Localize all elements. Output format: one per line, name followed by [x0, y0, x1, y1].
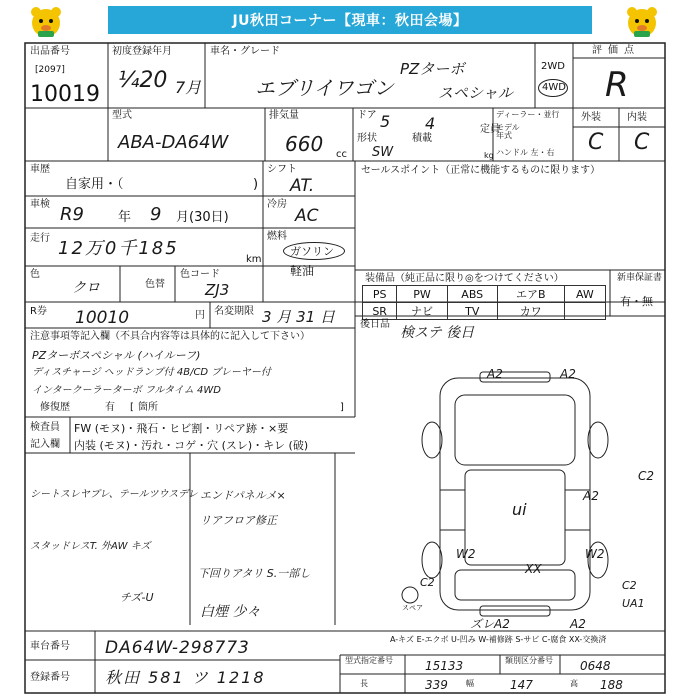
- warranty-value: 有・無: [620, 295, 653, 308]
- grade-line1: PZターボ: [400, 60, 465, 78]
- shift-value: AT.: [290, 176, 315, 196]
- color-value: クロ: [72, 280, 100, 296]
- name-change-label: 名変期限: [214, 306, 254, 317]
- after-day-label: 後日品: [360, 319, 390, 330]
- diag-mark: W2: [585, 547, 605, 561]
- repair-history-label: 修復歴: [40, 402, 70, 413]
- yen-label: 円: [195, 310, 205, 321]
- interior-value: C: [634, 130, 650, 155]
- approval-label: 型式指定番号: [345, 656, 393, 665]
- chassis-no-label: 車台番号: [30, 641, 70, 652]
- cc-label: cc: [336, 149, 347, 160]
- mid-note-1: エンドパネルメ×: [200, 489, 286, 502]
- note-line-2: ディスチャージ ヘッドランプ付 4B/CD プレーヤー付: [32, 367, 271, 378]
- drive-4wd: 4WD: [542, 82, 566, 93]
- interior-condition-row: 内装 (モヌ)・汚れ・コゲ・穴 (スレ)・キレ (破): [74, 439, 309, 452]
- mileage-value: 12万0千185: [58, 238, 179, 259]
- equipment-cell: カワ: [497, 303, 564, 320]
- equipment-cell: ナビ: [397, 303, 447, 320]
- spare-label: スペア: [402, 604, 423, 612]
- left-note-2: スタッドレスT. 外AW キズ: [30, 541, 151, 552]
- model-year-label: モデル 年式: [496, 123, 520, 140]
- inspection-label: 車検: [30, 199, 50, 210]
- fuel-diesel: 軽油: [290, 264, 315, 278]
- mid-note-2: リアフロア修正: [200, 514, 277, 527]
- score-value: R: [605, 65, 629, 105]
- diag-mark: XX: [525, 562, 542, 576]
- displacement-value: 660: [285, 132, 324, 156]
- type-value: ABA-DA64W: [118, 132, 229, 153]
- exterior-label: 外装: [581, 112, 601, 123]
- note-line-1: PZターボスペシャル (ハイルーフ): [32, 349, 201, 362]
- diag-mark: W2: [456, 547, 476, 561]
- diag-mark: C2: [622, 579, 637, 592]
- ac-value: AC: [295, 206, 319, 226]
- height-label: 高: [570, 679, 578, 688]
- note-line-3: インタークーラーターボ フルタイム 4WD: [32, 385, 221, 396]
- first-reg-year: ¼20: [118, 68, 168, 93]
- diag-mark: A2: [570, 617, 586, 631]
- shape-label: 形状: [357, 133, 377, 144]
- equipment-cell: [564, 303, 605, 320]
- entry-field-label: 記入欄: [30, 439, 60, 450]
- equipment-table: [362, 285, 606, 320]
- equipment-cell: SR: [363, 303, 397, 320]
- exterior-value: C: [588, 130, 604, 155]
- lot-no-value: 10019: [30, 82, 100, 107]
- reg-no-label: 登録番号: [30, 672, 70, 683]
- diag-mark: C2: [420, 576, 435, 589]
- color-code-value: ZJ3: [205, 281, 230, 299]
- doors-value: 5: [380, 112, 391, 131]
- diag-mark: A2: [583, 489, 599, 503]
- width-label: 幅: [466, 679, 474, 688]
- left-note-3: チズ-U: [120, 591, 154, 604]
- usage-value: 自家用・（: [65, 177, 124, 192]
- class-no-label: 類別区分番号: [505, 656, 553, 665]
- interior-label: 内装: [627, 112, 647, 123]
- doors-label: ドア: [357, 110, 377, 121]
- drive-2wd: 2WD: [541, 61, 565, 72]
- equipment-cell: ABS: [447, 286, 497, 303]
- lot-no-small: [2097]: [35, 65, 65, 75]
- chassis-no-value: DA64W-298773: [105, 638, 250, 658]
- equipment-cell: エアB: [497, 286, 564, 303]
- car-name-label: 車名・グレード: [210, 46, 280, 57]
- color-change-label: 色替: [145, 279, 165, 290]
- km-label: km: [246, 254, 262, 265]
- name-change-value: 3 月 31 日: [262, 308, 335, 326]
- price-value: 10010: [75, 308, 130, 328]
- equipment-cell: TV: [447, 303, 497, 320]
- car-name-value: エブリイワゴン: [255, 76, 394, 100]
- location-label: 箇所: [138, 402, 158, 413]
- sales-point-label: セールスポイント（正常に機能するものに限ります）: [361, 165, 601, 176]
- kg-label: kg: [484, 151, 494, 160]
- color-code-label: 色コード: [180, 269, 220, 280]
- length-label: 長: [360, 679, 368, 688]
- mid-note-4: 白煙 少々: [200, 604, 261, 620]
- price-label: R券: [30, 306, 47, 317]
- diag-mark: C2: [638, 469, 655, 483]
- width-value: 147: [510, 678, 533, 692]
- length-value: 339: [425, 678, 448, 692]
- lot-no-label: 出品番号: [30, 46, 70, 57]
- left-note-1: シートスレヤブレ、テールツウスデレ: [30, 489, 198, 500]
- reg-no-value: 秋田 581 ツ 1218: [105, 668, 266, 687]
- capacity-label: 定員: [480, 124, 500, 135]
- shift-label: シフト: [267, 164, 297, 175]
- inspection-m: 9: [150, 204, 162, 225]
- grade-line2: スペシャル: [438, 84, 513, 102]
- check-items-label: 検査員: [30, 422, 60, 433]
- displacement-label: 排気量: [269, 110, 299, 121]
- shape-value: SW: [372, 145, 394, 160]
- fw-row: FW (モヌ)・飛石・ヒビ割・リペア跡・×要: [74, 422, 289, 435]
- equipment-row-2: [363, 303, 606, 320]
- notes-label: 注意事項等記入欄（不具合内容等は具体的に記入して下さい）: [30, 331, 310, 342]
- dealer-label: ディーラー・並行: [496, 110, 560, 119]
- usage-label: 車歴: [30, 164, 50, 175]
- class-no-value: 0648: [580, 659, 611, 673]
- equipment-row-1: [363, 286, 606, 303]
- legend: A-キズ E-エクボ U-凹み W-補修跡 S-サビ C-腐食 XX-交換済: [390, 635, 607, 644]
- after-day-value: 検ステ 後日: [400, 325, 475, 341]
- handle-label: ハンドル 左・右: [496, 148, 555, 157]
- height-value: 188: [600, 678, 623, 692]
- approval-value: 15133: [425, 659, 464, 673]
- diag-mark: ズレA2: [470, 617, 510, 631]
- mid-note-3: 下回りアタリ S.一部し: [198, 567, 311, 580]
- fuel-label: 燃料: [267, 231, 287, 242]
- inspection-month: 月(30日): [176, 210, 229, 225]
- repair-yes: 有: [105, 402, 115, 413]
- page-title: JU秋田コーナー【現車：秋田会場】: [108, 6, 592, 34]
- diag-mark: A2: [560, 367, 576, 381]
- color-label: 色: [30, 269, 40, 280]
- first-reg-month: 7月: [175, 78, 202, 97]
- first-reg-label: 初度登録年月: [112, 46, 172, 57]
- load-label: 積載: [412, 133, 432, 144]
- ac-label: 冷房: [267, 199, 287, 210]
- inspection-y: R9: [60, 204, 84, 225]
- fuel-gas: ガソリン: [290, 245, 334, 258]
- capacity-value: 4: [425, 114, 436, 133]
- equipment-label: 装備品（純正品に限り◎をつけてください）: [365, 273, 564, 284]
- inspection-year-label: 年: [118, 210, 132, 225]
- type-label: 型式: [112, 110, 132, 121]
- diag-mark: UA1: [622, 597, 645, 610]
- diag-mark: A2: [487, 367, 503, 381]
- score-label: 評価点: [592, 45, 640, 56]
- diag-mark: ui: [512, 500, 527, 519]
- equipment-cell: AW: [564, 286, 605, 303]
- equipment-cell: PS: [363, 286, 397, 303]
- warranty-label: 新車保証書: [617, 273, 663, 283]
- equipment-cell: PW: [397, 286, 447, 303]
- mileage-label: 走行: [30, 233, 50, 244]
